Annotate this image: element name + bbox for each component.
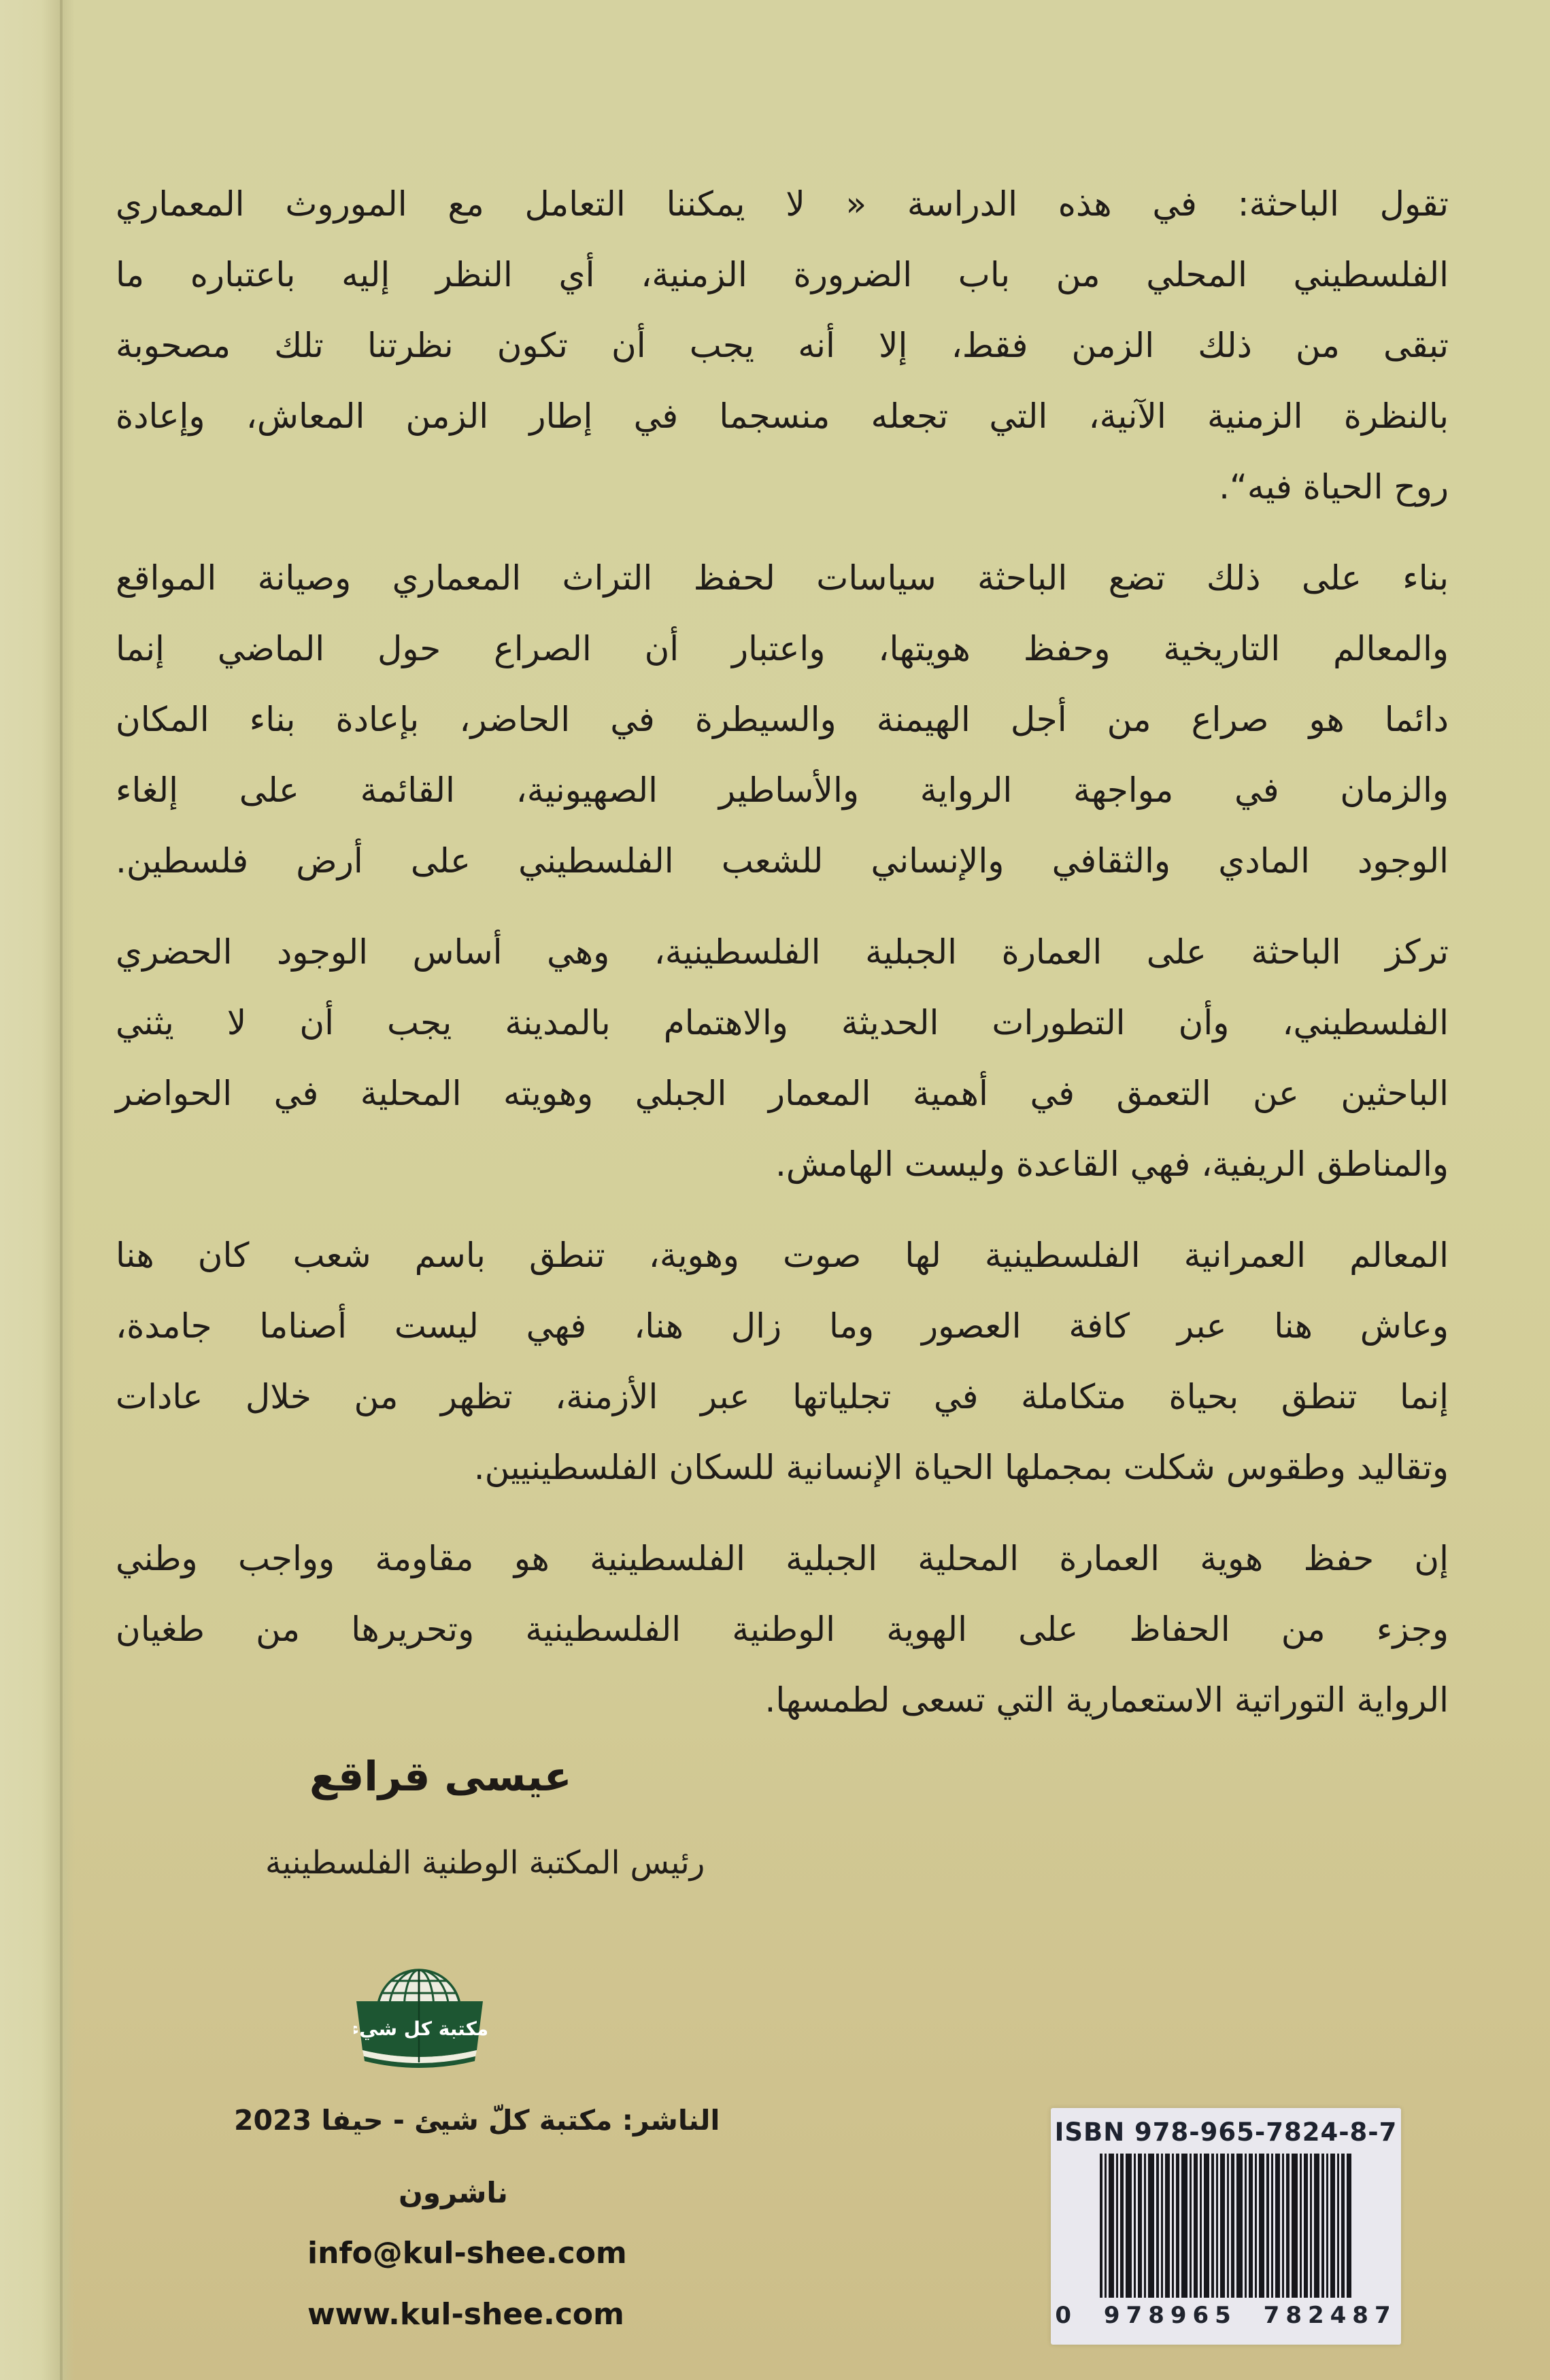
synopsis-line: روح الحياة فيه“. (1219, 467, 1449, 507)
synopsis-line: إنما تنطق بحياة متكاملة في تجلياتها عبر الأزمنة، تظهر من خلال عادات (116, 1377, 1449, 1416)
synopsis-line: المعالم العمرانية الفلسطينية لها صوت وهوية، تنطق باسم شعب كان هنا (116, 1236, 1449, 1275)
author-name: عيسى قراقع (309, 1753, 572, 1801)
synopsis-paragraph-1 (116, 169, 1449, 522)
synopsis-line: دائما هو صراع من أجل الهيمنة والسيطرة في الحاضر، بإعادة بناء المكان (116, 700, 1449, 739)
synopsis-line: تقول الباحثة: في هذه الدراسة « لا يمكننا التعامل مع الموروث المعماري (116, 184, 1449, 224)
publisher-logo-text: مكتبة كل شيء (354, 2018, 487, 2040)
synopsis-line: والزمان في مواجهة الرواية والأساطير الصهيونية، القائمة على إلغاء (116, 770, 1449, 810)
synopsis-line: إن حفظ هوية العمارة المحلية الجبلية الفلسطينية هو مقاومة وواجب وطني (116, 1539, 1449, 1578)
cover-crease-line (60, 0, 63, 2380)
synopsis-line: تبقى من ذلك الزمن فقط، إلا أنه يجب أن تكون نظرتنا تلك مصحوبة (116, 326, 1449, 365)
synopsis-paragraph-4 (116, 1220, 1449, 1503)
synopsis-line: تركز الباحثة على العمارة الجبلية الفلسطينية، وهي أساس الوجود الحضري (116, 932, 1449, 972)
synopsis-text (116, 169, 1449, 1735)
isbn-number: ISBN 978-965-7824-8-7 (1054, 2118, 1398, 2147)
synopsis-paragraph-5 (116, 1523, 1449, 1735)
publisher-line: الناشر: مكتبة كلّ شيئ - حيفا 2023 (234, 2104, 720, 2137)
synopsis-line: والمناطق الريفية، فهي القاعدة وليست الهامش. (775, 1144, 1449, 1184)
publisher-email: info@kul-shee.com (307, 2236, 627, 2271)
synopsis-line: وجزء من الحفاظ على الهوية الوطنية الفلسطينية وتحريرها من طغيان (116, 1610, 1449, 1649)
book-left-edge-highlight (0, 0, 75, 2380)
synopsis-line: وعاش هنا عبر كافة العصور وما زال هنا، فهي ليست أصناما جامدة، (116, 1306, 1449, 1346)
synopsis-line: بناء على ذلك تضع الباحثة سياسات لحفظ التراث المعماري وصيانة المواقع (116, 558, 1449, 598)
synopsis-line: الفلسطيني، وأن التطورات الحديثة والاهتمام بالمدينة يجب أن لا يثني (116, 1003, 1449, 1042)
synopsis-paragraph-3 (116, 917, 1449, 1200)
synopsis-paragraph-2 (116, 543, 1449, 896)
synopsis-line: الباحثين عن التعمق في أهمية المعمار الجبلي وهويته المحلية في الحواضر (116, 1074, 1449, 1113)
synopsis-line: وتقاليد وطقوس شكلت بمجملها الحياة الإنسانية للسكان الفلسطينيين. (473, 1448, 1449, 1487)
publishers-label: ناشرون (399, 2176, 508, 2209)
isbn-label (1051, 2108, 1401, 2345)
synopsis-line: الفلسطيني المحلي من باب الضرورة الزمنية، أي النظر إليه باعتباره ما (116, 255, 1449, 294)
barcode-icon (1100, 2154, 1353, 2298)
publisher-logo-icon (354, 1967, 487, 2071)
synopsis-line: والمعالم التاريخية وحفظ هويتها، واعتبار أن الصراع حول الماضي إنما (116, 629, 1449, 668)
author-title: رئيس المكتبة الوطنية الفلسطينية (265, 1844, 705, 1882)
publisher-website: www.kul-shee.com (307, 2297, 624, 2332)
synopsis-line: الرواية التوراتية الاستعمارية التي تسعى لطمسها. (764, 1680, 1449, 1720)
barcode (1100, 2154, 1353, 2298)
synopsis-line: بالنظرة الزمنية الآنية، التي تجعله منسجما في إطار الزمن المعاش، وإعادة (116, 396, 1449, 436)
synopsis-line: الوجود المادي والثقافي والإنساني للشعب الفلسطيني على أرض فلسطين. (116, 841, 1449, 881)
publisher-logo (354, 1967, 487, 2073)
barcode-digits: 0 978965 782487 (1055, 2302, 1397, 2329)
